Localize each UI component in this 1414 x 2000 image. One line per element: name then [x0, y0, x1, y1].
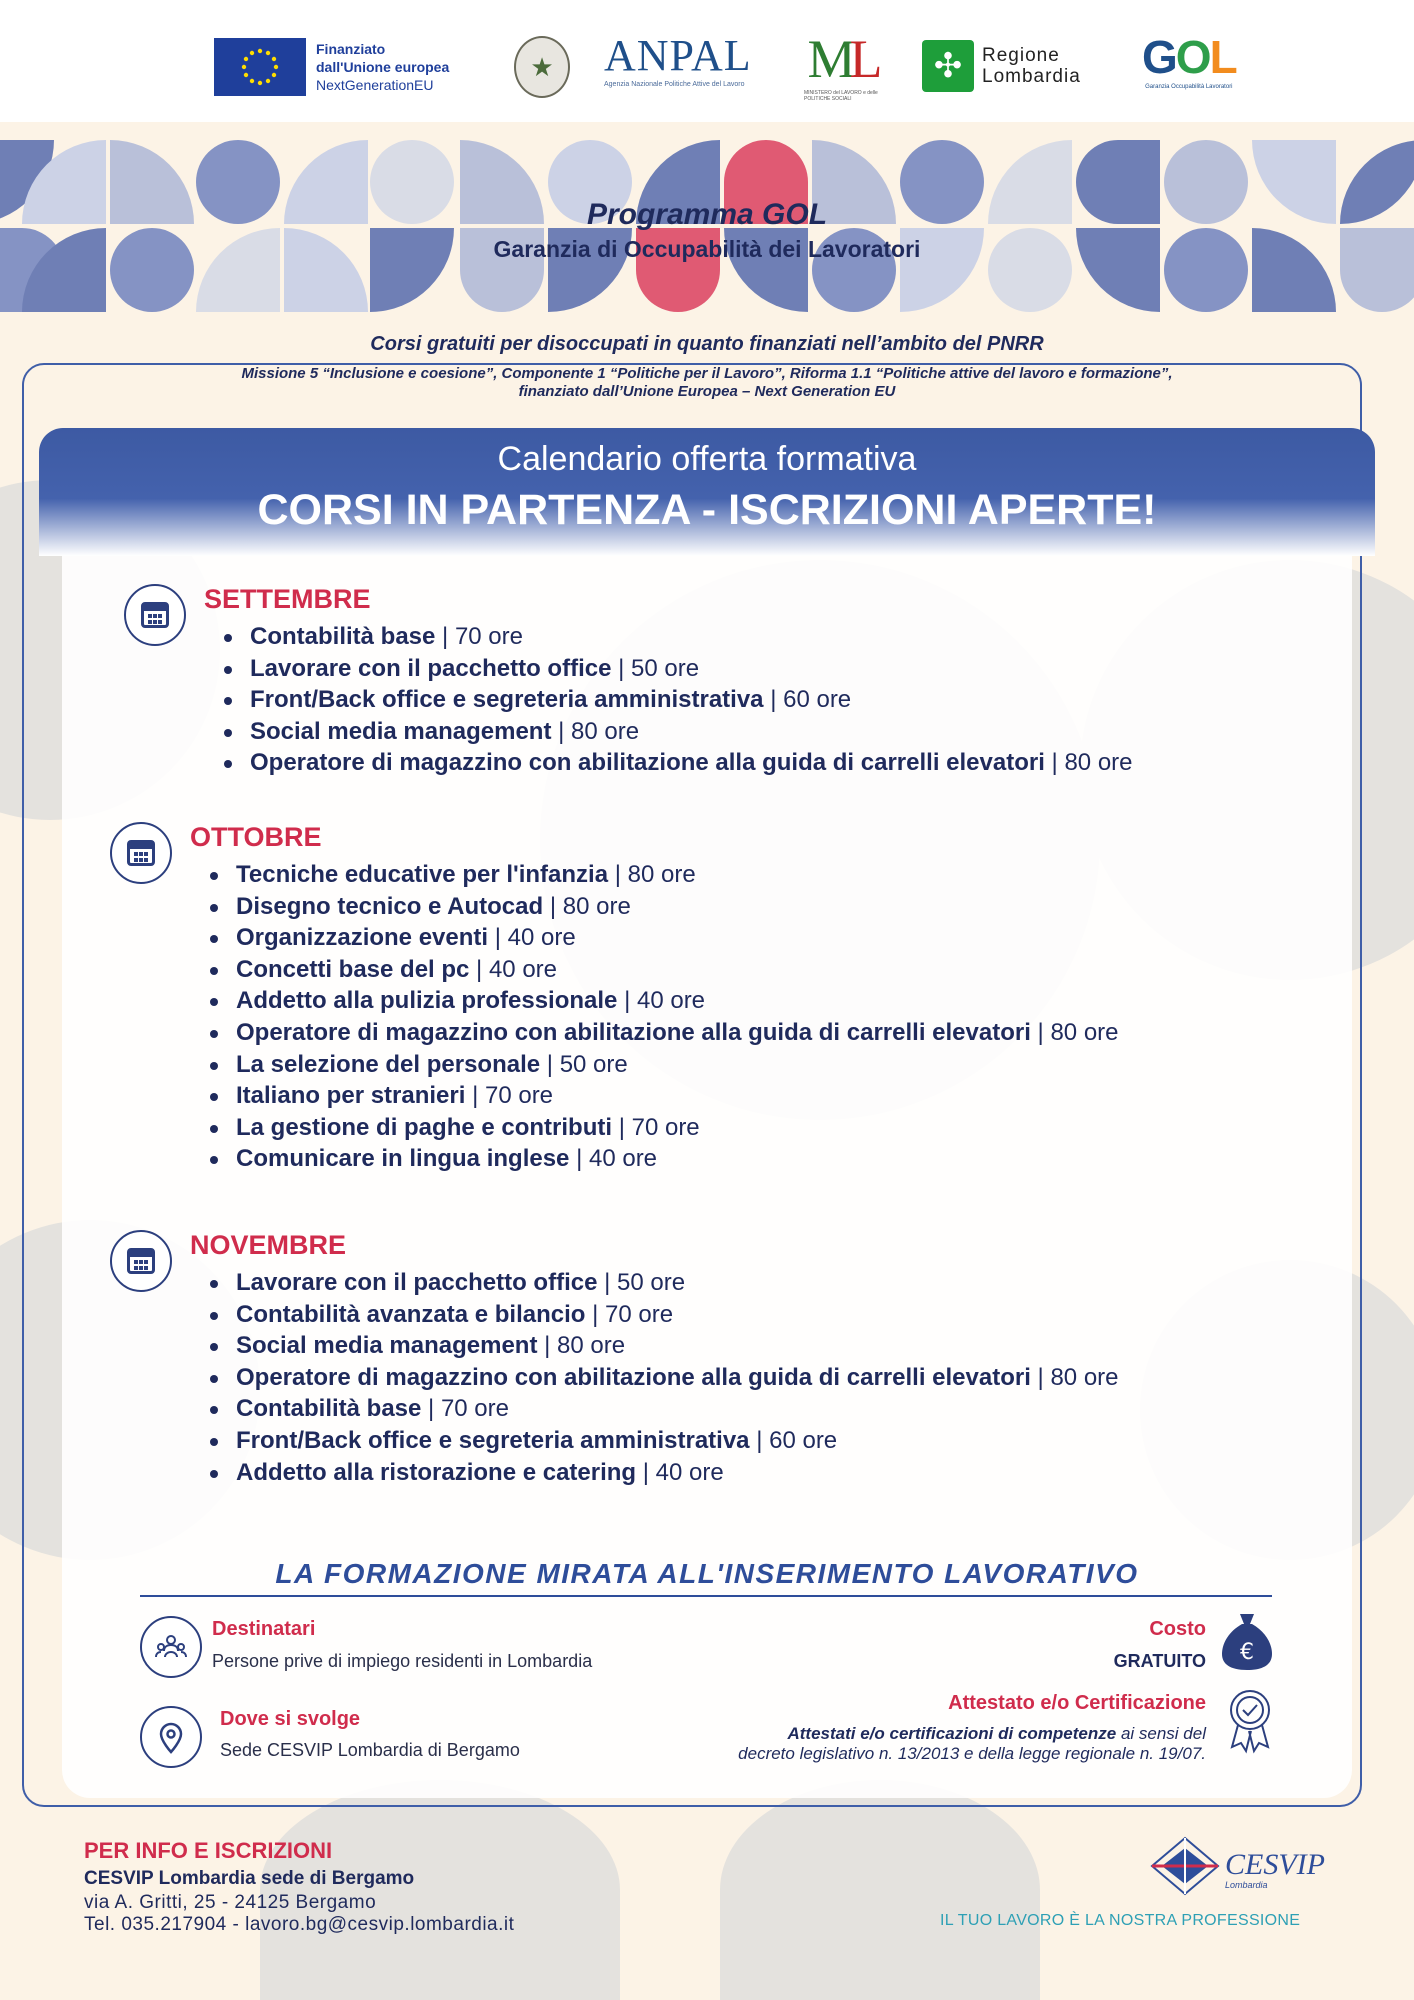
regione-lombardia-logo	[922, 40, 1081, 92]
gol-sub: Garanzia Occupabilità Lavoratori	[1145, 84, 1233, 90]
course-hours: | 40 ore	[636, 1458, 724, 1486]
list-item	[216, 653, 1133, 685]
month-novembre: NOVEMBRE	[190, 1230, 347, 1260]
course-hours: | 70 ore	[435, 623, 523, 650]
attestato-rest: ai sensi del	[1116, 1724, 1206, 1743]
list-item	[202, 1267, 1119, 1299]
footer-contacts: Tel. 035.217904 - lavoro.bg@cesvip.lombardia.it	[84, 1914, 515, 1935]
pnrr-title: Corsi gratuiti per disoccupati in quanto finanziati nell’ambito del PNRR	[370, 333, 1044, 355]
course-title: Tecniche educative per l'infanzia	[236, 861, 609, 888]
list-item	[202, 1080, 1119, 1112]
course-list-settembre	[216, 621, 1133, 779]
anpal-sub: Agenzia Nazionale Politiche Attive del Lavoro	[604, 81, 745, 88]
ministry-sub: MINISTERO del LAVORO e delle POLITICHE SOCIALI	[804, 90, 878, 102]
course-title: Social media management	[250, 717, 552, 745]
gol-g: G	[1142, 31, 1176, 83]
certificate-ribbon-icon	[1226, 1688, 1274, 1754]
list-item	[202, 1362, 1119, 1394]
course-title: Lavorare con il pacchetto office	[236, 1269, 598, 1296]
bg-circle	[720, 1780, 1040, 2000]
attestato-text	[600, 1724, 1206, 1764]
footer-label: PER INFO E ISCRIZIONI	[84, 1838, 333, 1863]
eu-line2: dall'Unione europea	[316, 59, 450, 75]
list-item	[216, 684, 1133, 716]
destinatari-text: Persone prive di impiego residenti in Lombardia	[212, 1651, 593, 1671]
people-icon	[140, 1616, 202, 1678]
course-title: Addetto alla pulizia professionale	[236, 987, 618, 1015]
anpal-name: ANPAL	[604, 31, 752, 80]
course-hours: | 50 ore	[597, 1269, 686, 1296]
course-title: Front/Back office e segreteria amministrativa	[236, 1426, 750, 1454]
course-hours: | 70 ore	[465, 1082, 554, 1110]
course-title: Lavorare con il pacchetto office	[250, 654, 612, 682]
eu-flag-icon	[214, 38, 306, 96]
regione-line2: Lombardia	[982, 66, 1081, 87]
divider	[140, 1595, 1272, 1597]
month-ottobre: OTTOBRE	[190, 822, 322, 852]
list-item	[202, 1330, 1119, 1362]
course-title: Social media management	[236, 1332, 538, 1360]
eu-logo	[214, 38, 449, 96]
course-hours: | 40 ore	[569, 1145, 658, 1173]
list-item	[216, 716, 1133, 748]
dove-text: Sede CESVIP Lombardia di Bergamo	[220, 1740, 520, 1760]
list-item	[202, 1457, 1119, 1489]
course-list-novembre	[202, 1267, 1119, 1488]
course-hours: | 80 ore	[1044, 749, 1133, 777]
list-item	[202, 1393, 1119, 1425]
calendar-title: Calendario offerta formativa	[497, 440, 917, 478]
bg-circle	[260, 1780, 620, 2000]
course-hours: | 80 ore	[1030, 1363, 1119, 1391]
cesvip-logo-mark-icon	[1150, 1836, 1220, 1896]
money-bag-icon	[1220, 1610, 1274, 1672]
eu-line3: NextGenerationEU	[316, 77, 434, 93]
location-pin-icon	[140, 1706, 202, 1768]
list-item	[202, 1112, 1119, 1144]
course-hours: | 50 ore	[611, 654, 700, 682]
gol-o: O	[1175, 31, 1210, 83]
list-item	[202, 954, 1119, 986]
tagline: LA FORMAZIONE MIRATA ALL'INSERIMENTO LAVORATIVO	[275, 1558, 1139, 1589]
program-subtitle: Garanzia di Occupabilità dei Lavoratori	[493, 236, 921, 262]
course-hours: | 40 ore	[469, 955, 558, 983]
italian-republic-emblem	[514, 36, 570, 98]
regione-line1: Regione	[982, 45, 1060, 66]
calendar-icon	[110, 1230, 172, 1292]
attestato-label: Attestato e/o Certificazione	[948, 1692, 1206, 1714]
course-title: Disegno tecnico e Autocad	[236, 892, 544, 920]
cesvip-brand: CESVIP	[1225, 1848, 1325, 1881]
course-hours: | 40 ore	[488, 924, 576, 952]
gol-l: L	[1209, 31, 1236, 83]
calendar-headline: CORSI IN PARTENZA - ISCRIZIONI APERTE!	[257, 486, 1157, 534]
costo-label: Costo	[1149, 1618, 1206, 1640]
list-item	[202, 1143, 1119, 1175]
course-hours: | 70 ore	[421, 1395, 509, 1423]
dove-label: Dove si svolge	[220, 1708, 361, 1730]
program-title: Programma GOL	[586, 198, 828, 231]
eu-line1: Finanziato	[316, 41, 386, 57]
lombardy-rose-icon: ✣	[922, 40, 974, 92]
ministry-logo	[804, 28, 880, 102]
ministry-m: M	[807, 29, 850, 89]
logo-bar	[0, 0, 1414, 122]
list-item	[202, 891, 1119, 923]
pnrr-line1: Missione 5 “Inclusione e coesione”, Componente 1 “Politiche per il Lavoro”, Riforma 1.1 “Politiche attive del lavoro e formazione”,	[241, 365, 1173, 382]
svg-text:€: €	[1240, 1640, 1254, 1665]
course-title: Operatore di magazzino con abilitazione alla guida di carrelli elevatori	[250, 749, 1045, 777]
list-item	[216, 621, 1133, 653]
course-hours: | 80 ore	[543, 892, 631, 920]
pnrr-description	[140, 365, 1274, 401]
course-hours: | 50 ore	[540, 1050, 628, 1078]
list-item	[202, 1049, 1119, 1081]
course-title: Operatore di magazzino con abilitazione alla guida di carrelli elevatori	[236, 1018, 1031, 1046]
footer-org: CESVIP Lombardia sede di Bergamo	[84, 1868, 415, 1889]
course-list-ottobre	[202, 859, 1119, 1175]
course-title: Contabilità avanzata e bilancio	[236, 1300, 586, 1328]
course-hours: | 80 ore	[551, 717, 640, 745]
course-hours: | 70 ore	[585, 1300, 674, 1328]
list-item	[216, 747, 1133, 779]
list-item	[202, 1425, 1119, 1457]
attestato-line2: decreto legislativo n. 13/2013 e della legge regionale n. 19/07.	[738, 1744, 1206, 1763]
attestato-bold: Attestati e/o certificazioni di competenze	[787, 1724, 1117, 1743]
anpal-logo	[604, 30, 752, 88]
cesvip-brand-sub: Lombardia	[1225, 1880, 1268, 1890]
cesvip-slogan: IL TUO LAVORO È LA NOSTRA PROFESSIONE	[940, 1912, 1301, 1929]
course-title: Concetti base del pc	[236, 955, 470, 983]
footer-address: via A. Gritti, 25 - 24125 Bergamo	[84, 1892, 377, 1913]
star-emblem-icon: ★	[514, 36, 570, 98]
course-hours: | 40 ore	[617, 987, 706, 1015]
destinatari-label: Destinatari	[212, 1618, 316, 1640]
course-hours: | 60 ore	[749, 1426, 838, 1454]
list-item	[202, 1299, 1119, 1331]
month-settembre: SETTEMBRE	[204, 584, 371, 614]
course-title: Addetto alla ristorazione e catering	[236, 1458, 637, 1486]
course-hours: | 70 ore	[612, 1113, 700, 1141]
course-title: Front/Back office e segreteria amministrativa	[250, 686, 764, 714]
course-hours: | 80 ore	[608, 861, 696, 888]
course-title: Operatore di magazzino con abilitazione alla guida di carrelli elevatori	[236, 1363, 1031, 1391]
gol-logo	[1142, 30, 1236, 90]
course-hours: | 80 ore	[537, 1332, 626, 1360]
calendar-icon	[124, 584, 186, 646]
course-title: La gestione di paghe e contributi	[236, 1113, 613, 1141]
costo-value: GRATUITO	[1113, 1651, 1206, 1671]
course-title: Contabilità base	[250, 623, 436, 650]
course-title: Contabilità base	[236, 1395, 422, 1423]
course-title: Comunicare in lingua inglese	[236, 1145, 570, 1173]
course-title: Italiano per stranieri	[236, 1082, 466, 1110]
list-item	[202, 922, 1119, 954]
list-item	[202, 859, 1119, 891]
pnrr-line2: finanziato dall’Unione Europea – Next Generation EU	[518, 383, 896, 400]
course-hours: | 60 ore	[763, 686, 852, 714]
course-title: Organizzazione eventi	[236, 924, 489, 952]
list-item	[202, 1017, 1119, 1049]
course-hours: | 80 ore	[1030, 1018, 1119, 1046]
list-item	[202, 985, 1119, 1017]
calendar-icon	[110, 822, 172, 884]
ministry-l: L	[849, 29, 877, 89]
course-title: La selezione del personale	[236, 1050, 541, 1078]
